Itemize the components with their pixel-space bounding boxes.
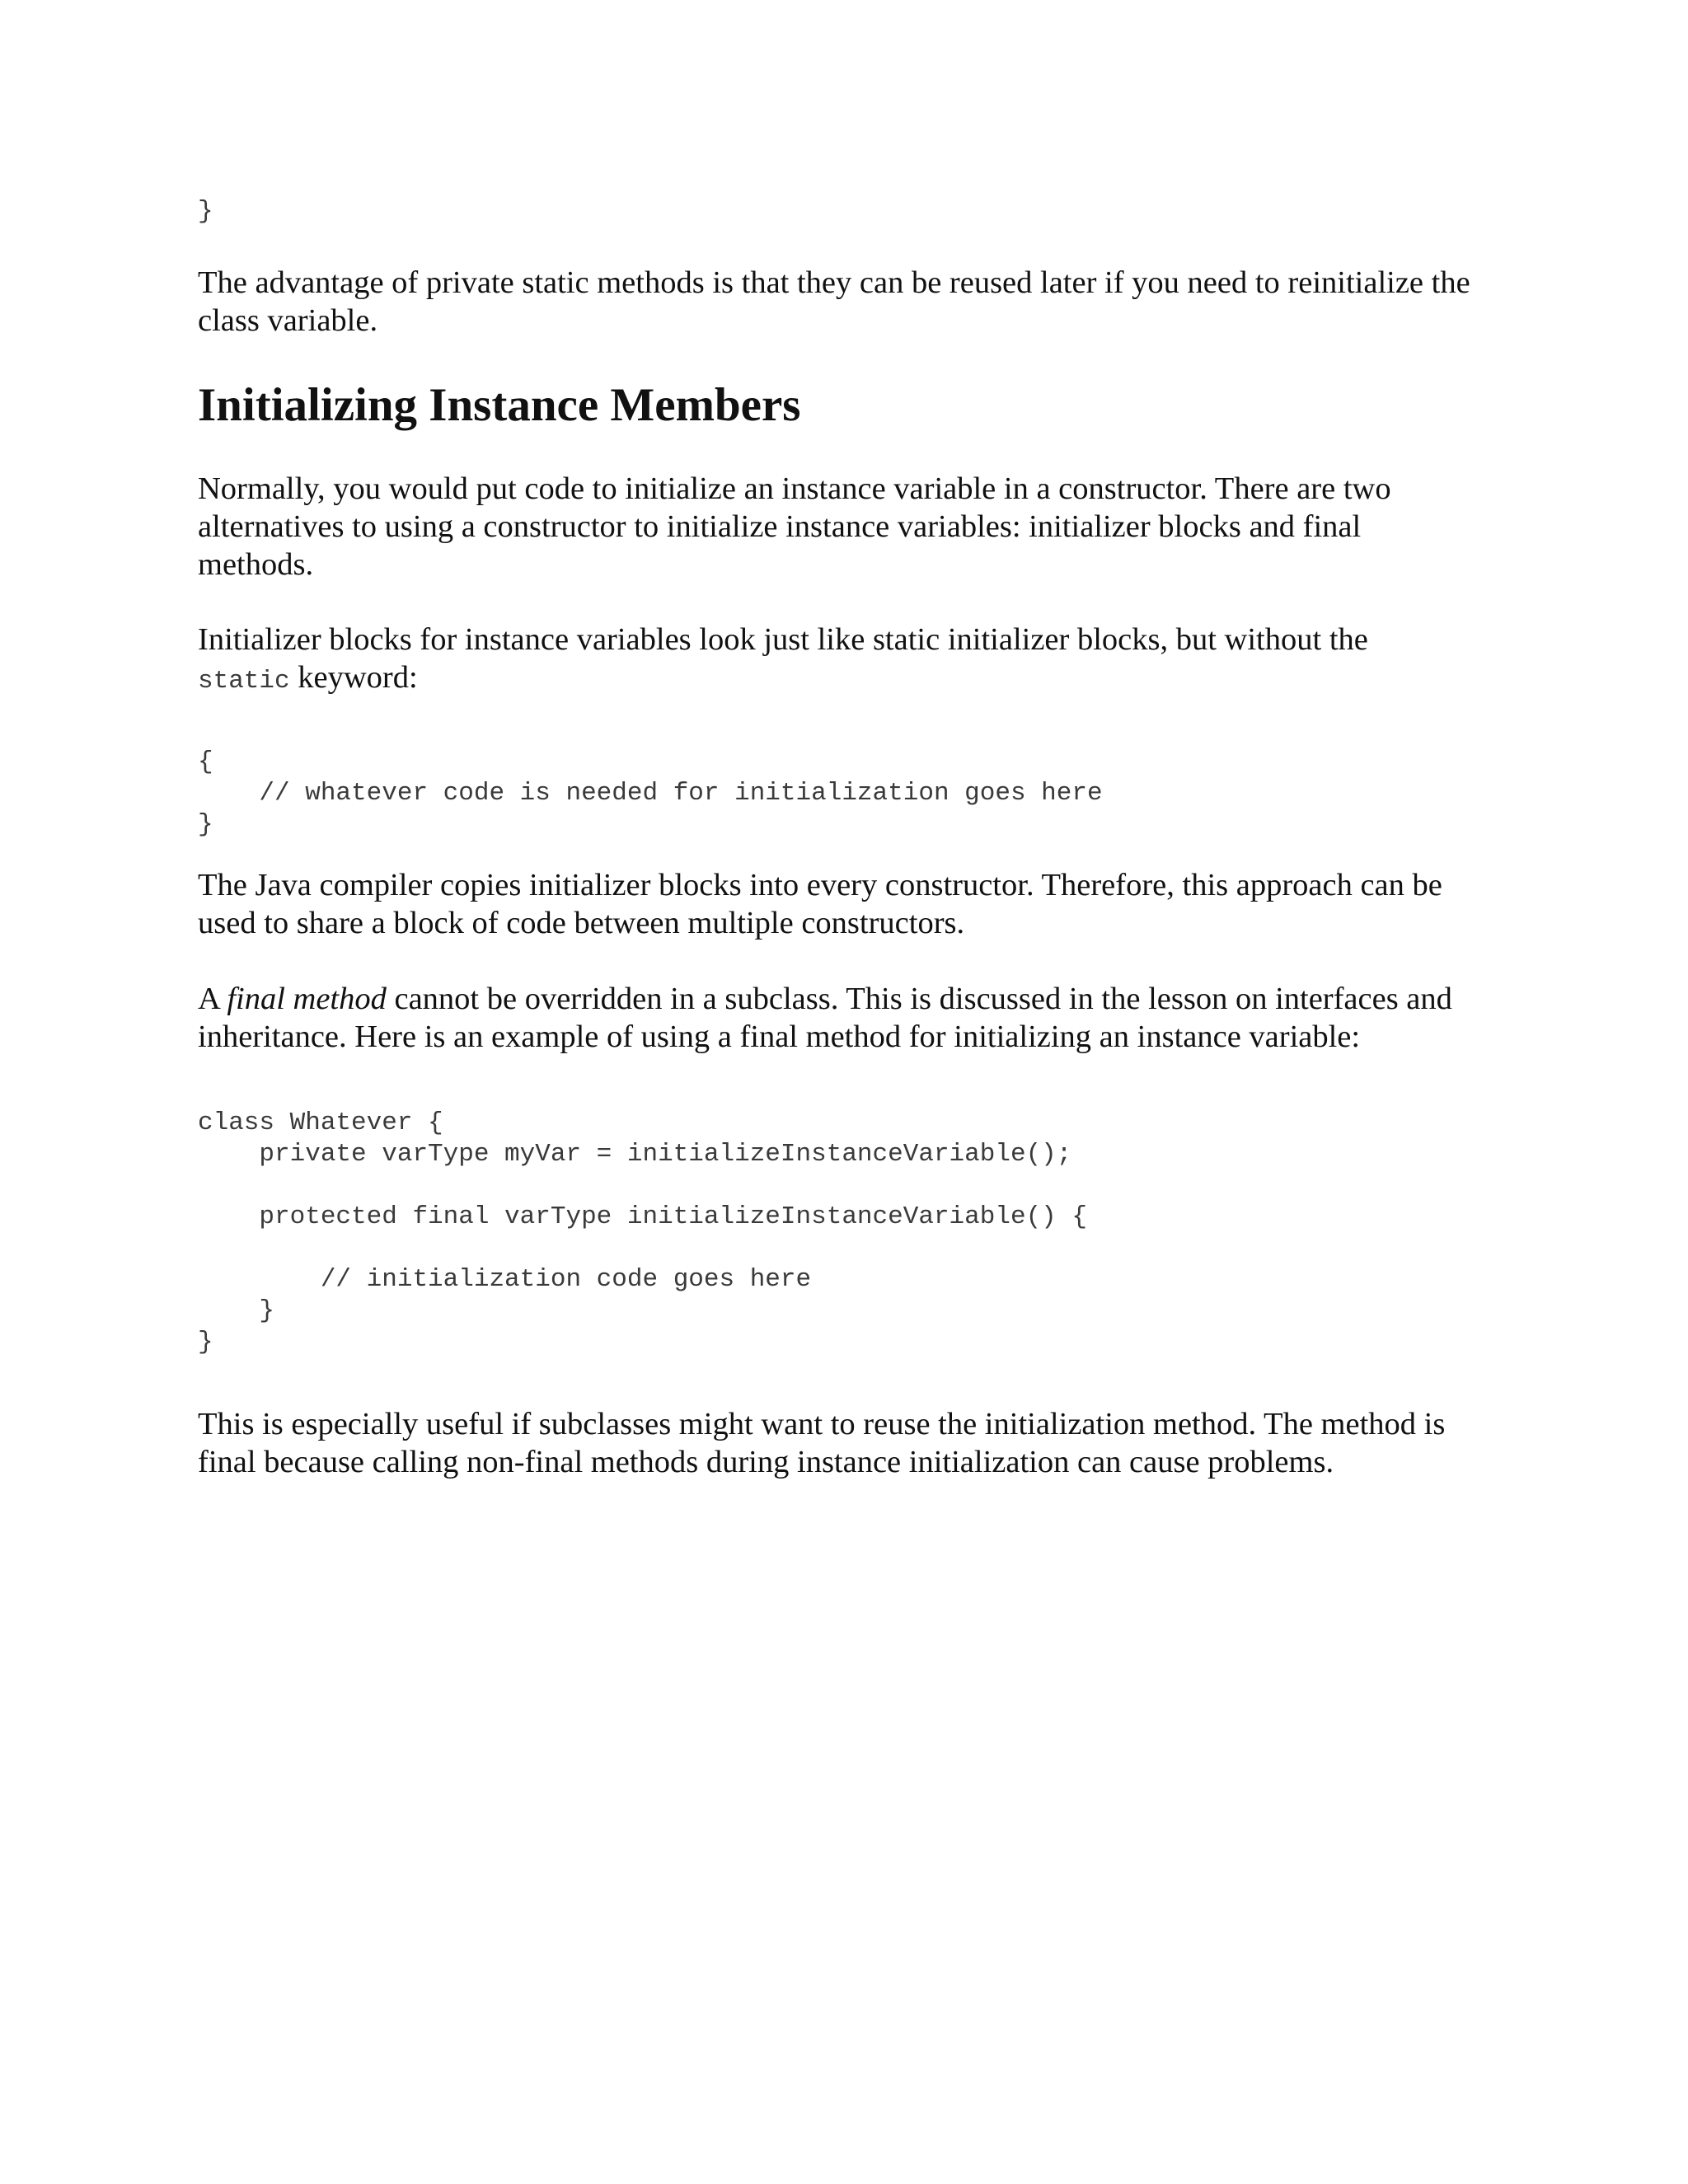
final-method-prefix: A [198,982,227,1016]
section-heading: Initializing Instance Members [198,379,801,431]
paragraph-initializer-blocks [198,621,1484,701]
paragraph-initializer-suffix: keyword: [289,660,418,695]
paragraph-initializer-text: Initializer blocks for instance variables look just like static initializer blocks, but without the [198,622,1368,657]
static-keyword-code: static [198,667,290,696]
code-block-whatever-class: class Whatever { private varType myVar = initializeInstanceVariable(); protected final varType initializeInstanceVariable() { // initialization code goes here } } [198,1108,1087,1357]
final-method-text: cannot be overridden in a subclass. This is discussed in the lesson on interfaces and inheritance. Here is an example of using a final method for initializing an instance variable: [198,982,1452,1054]
paragraph-especially-useful: This is especially useful if subclasses might want to reuse the initialization method. The method is final because calling non-final methods during instance initialization can cause problems. [198,1407,1446,1479]
closing-brace: } [198,197,213,226]
paragraph-final-method [198,980,1484,1056]
paragraph-advantage: The advantage of private static methods is that they can be reused later if you need to reinitialize the class variable. [198,265,1470,338]
final-method-emphasis: final method [227,982,387,1016]
paragraph-java-compiler: The Java compiler copies initializer blocks into every constructor. Therefore, this approach can be used to share a block of code between multiple constructors. [198,868,1442,940]
code-block-initializer: { // whatever code is needed for initialization goes here } [198,748,1103,839]
paragraph-normally: Normally, you would put code to initialize an instance variable in a constructor. There are two alternatives to using a constructor to initialize instance variables: initializer blocks and final methods. [198,471,1391,582]
